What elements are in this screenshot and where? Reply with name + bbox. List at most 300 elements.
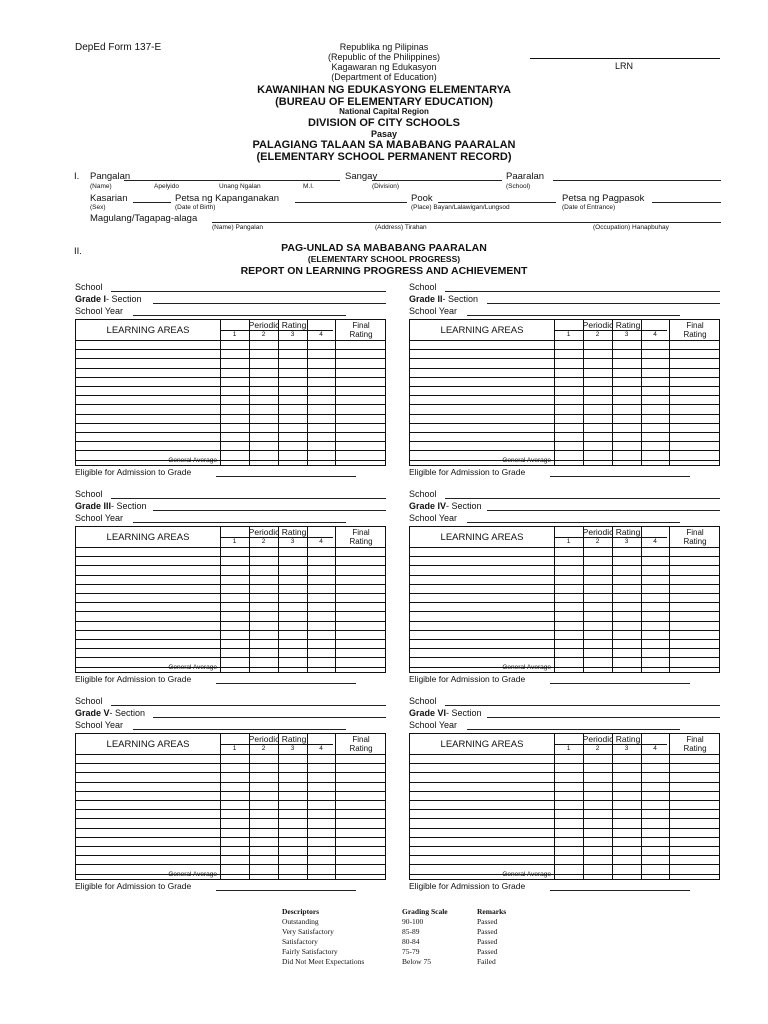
table-row[interactable] [410, 828, 719, 829]
table-row[interactable] [410, 846, 719, 847]
grade-label: Grade II [409, 294, 443, 304]
grade-label: Grade I [75, 294, 107, 304]
rating-label: Rating [683, 744, 707, 753]
table-row[interactable] [76, 818, 385, 819]
table-row[interactable] [76, 809, 385, 810]
school-year-label: School Year [75, 720, 124, 730]
quarter-1-header: 1 [566, 331, 571, 338]
table-row[interactable] [410, 593, 719, 594]
grade-section-label [75, 708, 145, 718]
header-dept-en: (Department of Education) [331, 72, 437, 82]
table-row[interactable] [76, 621, 385, 622]
table-row[interactable] [76, 828, 385, 829]
school-name-field[interactable] [111, 282, 386, 292]
school-label: School [409, 282, 437, 292]
section-label: - Section [111, 501, 147, 511]
school-year-field[interactable] [133, 513, 346, 523]
table-row[interactable] [410, 763, 719, 764]
general-average-label: General Average [168, 664, 217, 671]
learning-areas-header: LEARNING AREAS [440, 532, 524, 543]
table-col-line [335, 527, 336, 672]
section-label: - Section [109, 708, 146, 718]
grade-section-label [409, 501, 482, 511]
table-row[interactable] [410, 818, 719, 819]
legend-remark: Passed [477, 917, 498, 926]
eligible-grade-field[interactable] [216, 674, 356, 684]
final-rating-header [335, 528, 387, 546]
table-col-line [249, 734, 250, 879]
table-row[interactable] [410, 386, 719, 387]
section-field[interactable] [153, 501, 386, 511]
school-label: School [75, 282, 103, 292]
table-row[interactable] [410, 414, 719, 415]
eligible-grade-field[interactable] [550, 467, 690, 477]
table-row[interactable] [76, 602, 385, 603]
form-id: DepEd Form 137-E [75, 42, 162, 53]
dob-caption: (Date of Birth) [175, 204, 216, 211]
table-row[interactable] [76, 864, 385, 865]
table-row[interactable] [410, 395, 719, 396]
table-row[interactable] [76, 846, 385, 847]
legend-desc: Did Not Meet Expectations [282, 957, 365, 966]
school-year-field[interactable] [467, 306, 680, 316]
legend-remarks-col [477, 917, 497, 967]
table-row[interactable] [410, 404, 719, 405]
table-row[interactable] [410, 621, 719, 622]
eligible-grade-field[interactable] [216, 467, 356, 477]
final-rating-header [669, 528, 721, 546]
eligible-grade-field[interactable] [216, 881, 356, 891]
table-col-line [335, 734, 336, 879]
table-row[interactable] [76, 639, 385, 640]
table-col-line [335, 320, 336, 465]
quarter-1-header: 1 [566, 538, 571, 545]
eligible-label: Eligible for Admission to Grade [75, 674, 192, 684]
school-name-field[interactable] [111, 696, 386, 706]
eligible-label: Eligible for Admission to Grade [409, 881, 526, 891]
table-row[interactable] [410, 565, 719, 566]
kasarian-label: Kasarian [90, 193, 128, 204]
table-row[interactable] [76, 800, 385, 801]
legend-header-scale: Grading Scale [402, 907, 448, 916]
header-record-title-en: (ELEMENTARY SCHOOL PERMANENT RECORD) [256, 151, 512, 163]
place-caption: (Place) Bayan/Lalawigan/Lungsod [411, 204, 510, 211]
unang-caption: Unang Ngalan [219, 183, 261, 190]
table-row[interactable] [410, 855, 719, 856]
school-label: School [409, 696, 437, 706]
quarter-3-header: 3 [290, 331, 295, 338]
entrance-caption: (Date of Entrance) [562, 204, 616, 211]
table-row[interactable] [410, 611, 719, 612]
grade-label: Grade VI [409, 708, 447, 718]
school-caption: (School) [506, 183, 531, 190]
table-row[interactable] [76, 358, 385, 359]
table-row[interactable] [76, 837, 385, 838]
table-col-line [669, 320, 670, 465]
table-row[interactable] [76, 556, 385, 557]
table-col-line [278, 734, 279, 879]
legend-scale: 85-89 [402, 927, 420, 936]
final-rating-header [669, 735, 721, 753]
header-region: National Capital Region [339, 107, 429, 116]
learning-areas-header: LEARNING AREAS [440, 325, 524, 336]
final-rating-header [669, 321, 721, 339]
final-label: Final [352, 321, 370, 330]
periodic-rating-header: Periodic Rating [248, 320, 307, 330]
table-row[interactable] [76, 395, 385, 396]
table-row[interactable] [410, 800, 719, 801]
final-label: Final [686, 735, 704, 744]
school-year-label: School Year [75, 513, 124, 523]
quarter-2-header: 2 [261, 538, 266, 545]
periodic-rating-header: Periodic Rating [248, 734, 307, 744]
table-row[interactable] [76, 772, 385, 773]
general-average-label: General Average [502, 871, 551, 878]
table-row[interactable] [410, 450, 719, 451]
eligible-grade-field[interactable] [550, 674, 690, 684]
table-row[interactable] [76, 377, 385, 378]
sex-caption: (Sex) [90, 204, 106, 211]
name-field[interactable] [124, 171, 340, 181]
table-row[interactable] [76, 630, 385, 631]
table-col-line [554, 320, 555, 465]
school-name-field[interactable] [111, 489, 386, 499]
apelyido-caption: Apelyido [154, 183, 179, 190]
quarter-1-header: 1 [232, 331, 237, 338]
quarter-3-header: 3 [624, 745, 629, 752]
quarter-2-header: 2 [595, 745, 600, 752]
grade-section-label [75, 501, 147, 511]
quarter-2-header: 2 [595, 331, 600, 338]
table-row[interactable] [76, 404, 385, 405]
table-col-line [612, 734, 613, 879]
periodic-rating-header: Periodic Rating [582, 527, 641, 537]
school-year-field[interactable] [133, 306, 346, 316]
table-row[interactable] [410, 782, 719, 783]
table-row[interactable] [76, 368, 385, 369]
address-caption: (Address) Tirahan [375, 224, 427, 231]
dob-field[interactable] [295, 193, 407, 203]
rating-label: Rating [683, 537, 707, 546]
rating-table [409, 319, 720, 466]
legend-header-remarks: Remarks [477, 907, 507, 916]
name-caption: (Name) [90, 183, 112, 190]
table-col-line [278, 320, 279, 465]
table-header-bottom [76, 340, 385, 341]
header-record-title: PALAGIANG TALAAN SA MABABANG PAARALAN [252, 139, 516, 151]
school-year-field[interactable] [133, 720, 346, 730]
table-row[interactable] [76, 657, 385, 658]
progress-title: PAG-UNLAD SA MABABANG PAARALAN [281, 242, 487, 254]
quarter-3-header: 3 [290, 538, 295, 545]
section-field[interactable] [487, 294, 720, 304]
table-row[interactable] [76, 441, 385, 442]
division-caption: (Division) [372, 183, 400, 190]
learning-areas-header: LEARNING AREAS [440, 739, 524, 750]
table-row[interactable] [410, 630, 719, 631]
pangalan-label: Pangalan [90, 171, 131, 182]
table-row[interactable] [76, 575, 385, 576]
table-row[interactable] [410, 358, 719, 359]
header-bureau: KAWANIHAN NG EDUKASYONG ELEMENTARYA [257, 84, 511, 96]
final-label: Final [352, 735, 370, 744]
mi-caption: M.I. [303, 183, 314, 190]
legend-desc: Satisfactory [282, 937, 318, 946]
rating-table [75, 319, 386, 466]
final-rating-header [335, 321, 387, 339]
section-field[interactable] [487, 708, 720, 718]
final-label: Final [686, 321, 704, 330]
periodic-rating-header: Periodic Rating [248, 527, 307, 537]
section-label: - Section [106, 294, 142, 304]
header-division: DIVISION OF CITY SCHOOLS [308, 117, 460, 129]
table-row[interactable] [76, 782, 385, 783]
pook-label: Pook [411, 193, 433, 204]
table-row[interactable] [410, 602, 719, 603]
table-row[interactable] [76, 791, 385, 792]
table-row[interactable] [410, 584, 719, 585]
grade-label: Grade III [75, 501, 112, 511]
school-label: School [75, 489, 103, 499]
quarter-3-header: 3 [624, 538, 629, 545]
school-name-field[interactable] [445, 489, 720, 499]
general-average-label: General Average [502, 457, 551, 464]
school-year-label: School Year [409, 306, 458, 316]
table-row[interactable] [410, 657, 719, 658]
table-col-line [220, 527, 221, 672]
grade-label: Grade IV [409, 501, 447, 511]
legend-remark: Failed [477, 957, 496, 966]
legend-desc: Fairly Satisfactory [282, 947, 338, 956]
grade-section-label [409, 294, 478, 304]
legend-scale: 75-79 [402, 947, 420, 956]
quarter-2-header: 2 [261, 331, 266, 338]
legend-desc: Very Satisfactory [282, 927, 334, 936]
grade-label: Grade V [75, 708, 110, 718]
paaralan-label: Paaralan [506, 171, 545, 182]
final-label: Final [686, 528, 704, 537]
table-col-line [220, 320, 221, 465]
table-col-line [554, 734, 555, 879]
legend-scale: 80-84 [402, 937, 420, 946]
learning-areas-header: LEARNING AREAS [106, 325, 190, 336]
table-row[interactable] [410, 441, 719, 442]
header-republic: Republika ng Pilipinas [339, 42, 429, 52]
sex-field[interactable] [133, 193, 171, 203]
learning-areas-header: LEARNING AREAS [106, 739, 190, 750]
table-row[interactable] [76, 414, 385, 415]
quarter-4-header: 4 [319, 745, 323, 752]
table-row[interactable] [76, 855, 385, 856]
eligible-label: Eligible for Admission to Grade [75, 467, 192, 477]
eligible-grade-field[interactable] [550, 881, 690, 891]
section-label: - Section [442, 294, 479, 304]
quarter-4-header: 4 [653, 538, 657, 545]
section-field[interactable] [153, 294, 386, 304]
table-row[interactable] [410, 809, 719, 810]
legend-remark: Passed [477, 947, 498, 956]
legend-header-descriptors: Descriptors [282, 907, 320, 916]
rating-label: Rating [349, 330, 373, 339]
rating-table [75, 733, 386, 880]
rating-table [409, 733, 720, 880]
school-year-field[interactable] [467, 513, 680, 523]
progress-title-en: REPORT ON LEARNING PROGRESS AND ACHIEVEMENT [240, 265, 528, 277]
school-name-field[interactable] [445, 696, 720, 706]
legend-descriptors-col [282, 917, 364, 967]
table-col-line [583, 320, 584, 465]
table-row[interactable] [410, 432, 719, 433]
table-row[interactable] [410, 772, 719, 773]
table-col-line [554, 527, 555, 672]
table-header-bottom [76, 547, 385, 548]
table-row[interactable] [76, 423, 385, 424]
school-year-label: School Year [75, 306, 124, 316]
table-header-bottom [410, 547, 719, 548]
table-row[interactable] [76, 349, 385, 350]
legend-scale: Below 75 [402, 957, 431, 966]
table-row[interactable] [410, 423, 719, 424]
table-header-bottom [410, 340, 719, 341]
table-col-line [612, 527, 613, 672]
table-col-line [641, 320, 642, 465]
school-label: School [409, 489, 437, 499]
place-field[interactable] [438, 193, 556, 203]
petsa-pag-label: Petsa ng Pagpasok [562, 193, 645, 204]
section-field[interactable] [153, 708, 386, 718]
table-header-bottom [76, 754, 385, 755]
header-dept: Kagawaran ng Edukasyon [331, 62, 437, 72]
table-col-line [612, 320, 613, 465]
table-col-line [220, 734, 221, 879]
table-col-line [641, 527, 642, 672]
table-col-line [583, 527, 584, 672]
school-label: School [75, 696, 103, 706]
legend-scale-col [402, 917, 431, 967]
name-pangalan-caption: (Name) Pangalan [212, 224, 263, 231]
quarter-4-header: 4 [653, 331, 657, 338]
table-col-line [249, 320, 250, 465]
table-row[interactable] [76, 565, 385, 566]
rating-table [75, 526, 386, 673]
table-col-line [307, 734, 308, 879]
magulang-label: Magulang/Tagapag-alaga [90, 213, 198, 224]
lrn-line[interactable] [530, 57, 720, 59]
legend [282, 907, 542, 971]
occupation-caption: (Occupation) Hanapbuhay [593, 224, 669, 231]
general-average-label: General Average [168, 871, 217, 878]
table-row[interactable] [410, 575, 719, 576]
table-col-line [669, 734, 670, 879]
eligible-label: Eligible for Admission to Grade [75, 881, 192, 891]
table-row[interactable] [410, 377, 719, 378]
legend-desc: Outstanding [282, 917, 319, 926]
parent-field[interactable] [212, 213, 721, 223]
table-col-line [307, 320, 308, 465]
rating-label: Rating [349, 744, 373, 753]
section-ii-number: II. [74, 246, 82, 257]
table-row[interactable] [76, 386, 385, 387]
grade-section-label [409, 708, 482, 718]
table-row[interactable] [76, 450, 385, 451]
final-rating-header [335, 735, 387, 753]
school-year-field[interactable] [467, 720, 680, 730]
table-row[interactable] [410, 837, 719, 838]
general-average-label: General Average [502, 664, 551, 671]
table-col-line [249, 527, 250, 672]
header-republic-en: (Republic of the Philippines) [327, 52, 441, 62]
table-row[interactable] [410, 349, 719, 350]
progress-subtitle: (ELEMENTARY SCHOOL PROGRESS) [307, 254, 461, 264]
table-col-line [583, 734, 584, 879]
section-label: - Section [446, 501, 482, 511]
division-field[interactable] [372, 171, 502, 181]
table-row[interactable] [76, 593, 385, 594]
quarter-3-header: 3 [290, 745, 295, 752]
periodic-rating-header: Periodic Rating [582, 734, 641, 744]
eligible-label: Eligible for Admission to Grade [409, 674, 526, 684]
grade-section-label [75, 294, 142, 304]
rating-label: Rating [349, 537, 373, 546]
table-col-line [278, 527, 279, 672]
section-i-number: I. [74, 171, 80, 182]
header-bureau-en: (BUREAU OF ELEMENTARY EDUCATION) [275, 96, 493, 108]
quarter-4-header: 4 [319, 538, 323, 545]
table-row[interactable] [410, 648, 719, 649]
table-row[interactable] [410, 368, 719, 369]
learning-areas-header: LEARNING AREAS [106, 532, 190, 543]
quarter-4-header: 4 [319, 331, 323, 338]
quarter-2-header: 2 [261, 745, 266, 752]
school-year-label: School Year [409, 720, 458, 730]
table-col-line [641, 734, 642, 879]
general-average-label: General Average [168, 457, 217, 464]
eligible-label: Eligible for Admission to Grade [409, 467, 526, 477]
rating-table [409, 526, 720, 673]
table-row[interactable] [410, 639, 719, 640]
table-row[interactable] [76, 432, 385, 433]
table-row[interactable] [410, 791, 719, 792]
periodic-rating-header: Periodic Rating [582, 320, 641, 330]
entrance-field[interactable] [652, 193, 721, 203]
table-row[interactable] [76, 648, 385, 649]
table-row[interactable] [410, 864, 719, 865]
quarter-2-header: 2 [595, 538, 600, 545]
quarter-4-header: 4 [653, 745, 657, 752]
quarter-1-header: 1 [232, 745, 237, 752]
table-row[interactable] [76, 763, 385, 764]
section-field[interactable] [487, 501, 720, 511]
legend-scale: 90-100 [402, 917, 424, 926]
table-row[interactable] [76, 584, 385, 585]
legend-remark: Passed [477, 937, 498, 946]
header-city: Pasay [370, 129, 398, 139]
school-name-field[interactable] [445, 282, 720, 292]
quarter-1-header: 1 [232, 538, 237, 545]
school-field[interactable] [553, 171, 721, 181]
table-header-bottom [410, 754, 719, 755]
table-col-line [307, 527, 308, 672]
rating-label: Rating [683, 330, 707, 339]
petsa-kap-label: Petsa ng Kapanganakan [175, 193, 280, 204]
legend-remark: Passed [477, 927, 498, 936]
quarter-1-header: 1 [566, 745, 571, 752]
lrn-label: LRN [615, 61, 634, 71]
table-col-line [669, 527, 670, 672]
table-row[interactable] [76, 611, 385, 612]
section-label: - Section [446, 708, 482, 718]
table-row[interactable] [410, 556, 719, 557]
